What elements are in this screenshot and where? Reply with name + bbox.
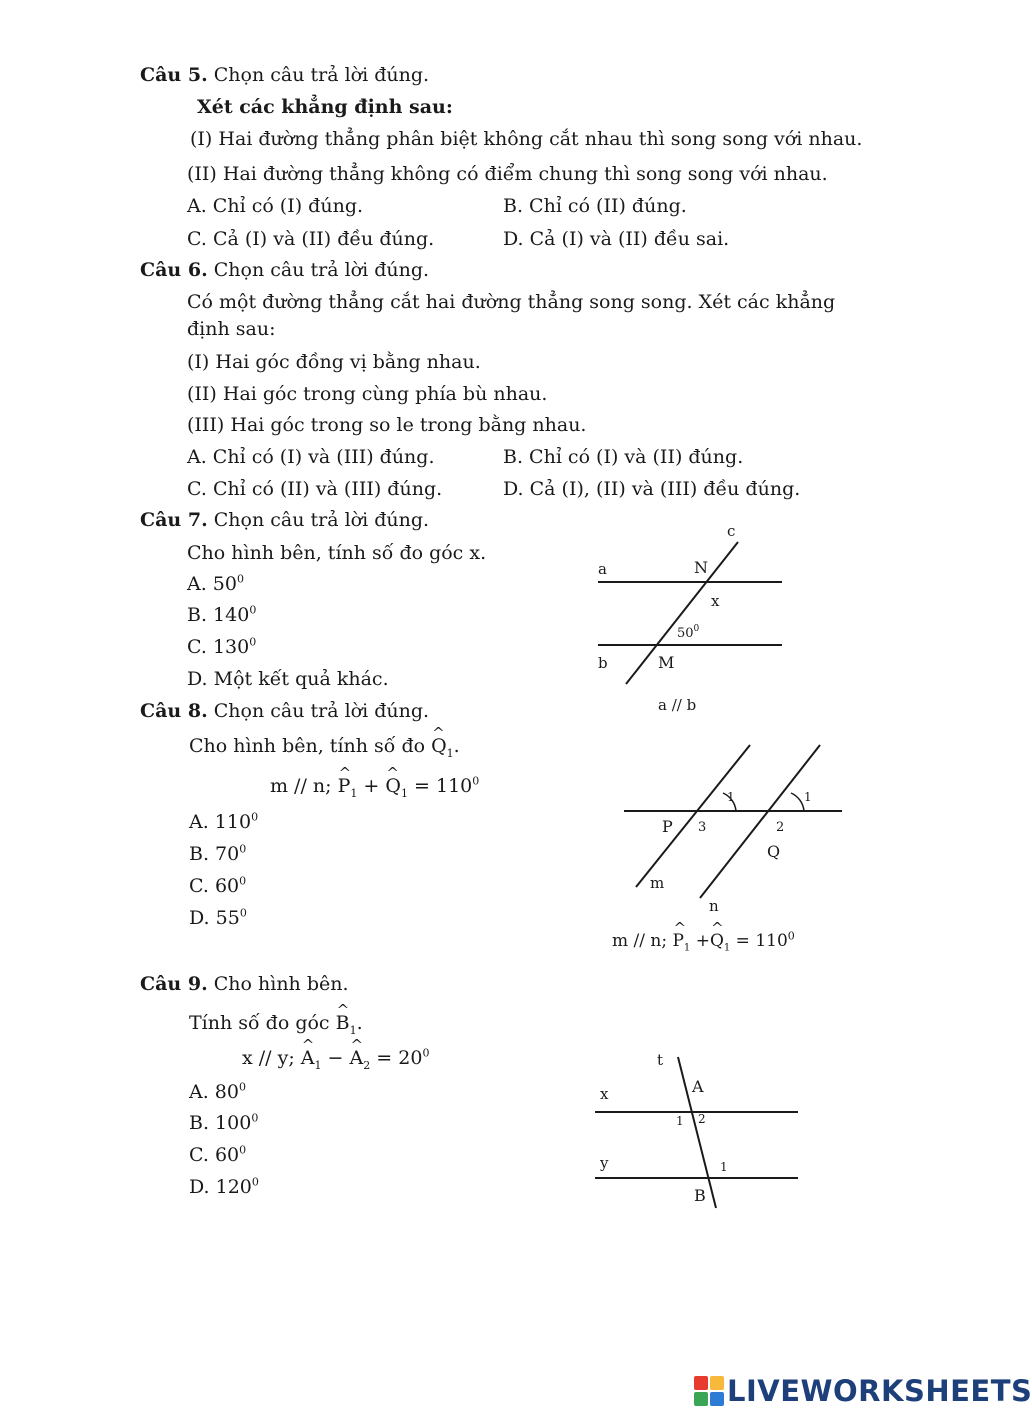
- logo-square-yellow: [710, 1376, 724, 1390]
- line-n: [700, 745, 820, 898]
- q5-option-b[interactable]: B. Chỉ có (II) đúng.: [503, 195, 687, 217]
- label-n: n: [709, 897, 719, 915]
- q6-option-d[interactable]: D. Cả (I), (II) và (III) đều đúng.: [503, 478, 801, 500]
- label-angle-2: 2: [776, 820, 785, 835]
- q5-heading: [140, 64, 429, 86]
- q9-option-a[interactable]: [189, 1081, 246, 1103]
- label-A: A: [692, 1077, 704, 1096]
- angle-letter: Q: [709, 931, 724, 951]
- q9-condition: x // y; ^ $A_1$ − ^ $A_2 = 20^0$: [242, 1047, 429, 1077]
- q6-intro-line-2: định sau:: [187, 318, 276, 340]
- q8-prompt: Chọn câu trả lời đúng.: [213, 700, 430, 722]
- q6-option-b[interactable]: B. Chỉ có (I) và (II) đúng.: [503, 446, 744, 468]
- angle-A1: [301, 1047, 322, 1077]
- degree-mark: 0: [236, 572, 244, 586]
- degree-mark: 0: [239, 874, 247, 888]
- q8-option-d-text: D. 55: [189, 907, 240, 929]
- angle-letter: B: [335, 1012, 350, 1034]
- angle-index: 1: [314, 1058, 322, 1072]
- q8-option-b-text: B. 70: [189, 843, 240, 865]
- label-b: b: [598, 654, 608, 672]
- degree-mark: 0: [251, 1175, 259, 1189]
- q9-option-c[interactable]: [189, 1144, 246, 1166]
- label-M: M: [658, 653, 675, 672]
- q7-option-a[interactable]: [187, 573, 244, 595]
- label-c: c: [727, 522, 736, 540]
- q9-prompt: Cho hình bên.: [213, 973, 349, 995]
- angle-arc-Q1: [791, 793, 804, 811]
- q5-option-a[interactable]: A. Chỉ có (I) đúng.: [187, 195, 364, 217]
- label-Q: Q: [767, 842, 781, 861]
- label-m: m: [650, 874, 665, 892]
- condition-parallel: m // n;: [270, 775, 332, 797]
- angle-index: 1: [683, 942, 691, 954]
- q8-intro: Cho hình bên, tính số đo ^ $Q_1$.: [189, 735, 460, 765]
- q5-option-d[interactable]: D. Cả (I) và (II) đều sai.: [503, 228, 730, 250]
- degree-mark: 0: [251, 810, 259, 824]
- q6-statement-1: (I) Hai góc đồng vị bằng nhau.: [187, 351, 481, 373]
- logo-square-red: [694, 1376, 708, 1390]
- angle-index: 1: [350, 786, 358, 800]
- degree-mark: 0: [693, 624, 700, 634]
- label-y: y: [600, 1154, 609, 1172]
- degree-mark: 0: [239, 842, 247, 856]
- q5-title: Câu 5.: [140, 64, 208, 86]
- q8-figure: [620, 740, 850, 920]
- q9-option-d-text: D. 120: [189, 1176, 252, 1198]
- q5-statement-2: (II) Hai đường thẳng không có điểm chung thì song song với nhau.: [187, 163, 828, 185]
- degree-mark: 0: [238, 1080, 246, 1094]
- q8-option-b[interactable]: [189, 843, 246, 865]
- degree-mark: 0: [422, 1046, 430, 1060]
- liveworksheets-logo: [694, 1375, 1032, 1407]
- q6-title: Câu 6.: [140, 259, 208, 281]
- logo-square-blue: [710, 1392, 724, 1406]
- q5-statement-1: (I) Hai đường thẳng phân biệt không cắt nhau thì song song với nhau.: [190, 128, 863, 150]
- angle-index: 1: [446, 746, 454, 760]
- degree-mark: 0: [239, 906, 247, 920]
- condition-equation: = 110: [414, 775, 473, 797]
- q8-option-c[interactable]: [189, 875, 246, 897]
- angle-value: 50: [677, 626, 694, 641]
- line-c: [626, 542, 738, 684]
- q7-option-b[interactable]: [187, 604, 256, 626]
- logo-square-green: [694, 1392, 708, 1406]
- q7-prompt: Chọn câu trả lời đúng.: [213, 509, 430, 531]
- label-t: t: [657, 1051, 664, 1069]
- q7-option-d[interactable]: D. Một kết quả khác.: [187, 668, 389, 690]
- label-B: B: [694, 1186, 706, 1205]
- q9-option-b-text: B. 100: [189, 1112, 252, 1134]
- q7-caption: a // b: [658, 696, 697, 714]
- q9-option-b[interactable]: [189, 1112, 258, 1134]
- q5-option-c[interactable]: C. Cả (I) và (II) đều đúng.: [187, 228, 435, 250]
- label-angle-B1: 1: [720, 1160, 728, 1174]
- label-angle-2: 2: [698, 1112, 706, 1126]
- q9-figure: [590, 1045, 805, 1215]
- q8-heading: [140, 700, 429, 722]
- q8-figure-caption: m // n; ^ $P_1$ +^ $Q_1 = 110^0$: [612, 930, 795, 959]
- angle-letter: P: [337, 775, 351, 797]
- q8-option-a-text: A. 110: [189, 811, 252, 833]
- angle-Q1: [431, 735, 454, 765]
- angle-letter: Q: [385, 775, 401, 797]
- degree-mark: 0: [239, 1143, 247, 1157]
- angle-letter: A: [300, 1047, 315, 1069]
- label-N: N: [694, 558, 708, 577]
- line-m: [636, 745, 750, 887]
- degree-mark: 0: [249, 603, 257, 617]
- angle-index: 1: [723, 942, 731, 954]
- q8-title: Câu 8.: [140, 700, 208, 722]
- q6-prompt: Chọn câu trả lời đúng.: [213, 259, 430, 281]
- angle-P1: [338, 775, 358, 805]
- q9-heading: [140, 973, 349, 995]
- logo-mark-icon: [694, 1376, 724, 1406]
- logo-text: LIVEWORKSHEETS: [727, 1374, 1032, 1408]
- angle-index: 1: [400, 786, 408, 800]
- condition-parallel: x // y;: [242, 1047, 295, 1069]
- q7-title: Câu 7.: [140, 509, 208, 531]
- q7-heading: [140, 509, 429, 531]
- label-a: a: [598, 560, 607, 578]
- q5-prompt: Chọn câu trả lời đúng.: [213, 64, 430, 86]
- q6-heading: [140, 259, 429, 281]
- q9-option-c-text: C. 60: [189, 1144, 240, 1166]
- angle-letter: Q: [431, 735, 447, 757]
- angle-index: 2: [363, 1058, 371, 1072]
- angle-Q1: [385, 775, 408, 805]
- q9-intro-text: Tính số đo góc: [189, 1012, 330, 1034]
- q7-option-b-text: B. 140: [187, 604, 250, 626]
- angle-letter: P: [672, 931, 684, 951]
- q9-option-d[interactable]: [189, 1176, 259, 1198]
- label-x: x: [600, 1085, 609, 1103]
- caption-parallel: m // n;: [612, 931, 668, 951]
- label-x: x: [711, 592, 720, 610]
- q9-option-a-text: A. 80: [189, 1081, 239, 1103]
- q8-intro-text: Cho hình bên, tính số đo: [189, 735, 426, 757]
- q5-intro: Xét các khẳng định sau:: [197, 96, 453, 118]
- label-angle-3: 3: [698, 820, 707, 835]
- label-angle: [677, 624, 700, 641]
- degree-mark: 0: [251, 1111, 259, 1125]
- condition-equation: = 20: [376, 1047, 423, 1069]
- q6-intro-line-1: Có một đường thẳng cắt hai đường thẳng song song. Xét các khẳng: [187, 291, 836, 313]
- q8-condition: m // n; ^ $P_1$ + ^ $Q_1 = 110^0$: [270, 775, 479, 805]
- angle-P1: [672, 930, 690, 959]
- q7-intro: Cho hình bên, tính số đo góc x.: [187, 542, 487, 564]
- label-P: P: [662, 817, 673, 836]
- angle-index: 1: [349, 1023, 357, 1037]
- q6-option-a[interactable]: A. Chỉ có (I) và (III) đúng.: [187, 446, 435, 468]
- q6-statement-2: (II) Hai góc trong cùng phía bù nhau.: [187, 383, 548, 405]
- q7-option-c[interactable]: [187, 636, 256, 658]
- caption-equation: = 110: [735, 931, 788, 951]
- degree-mark: 0: [472, 774, 480, 788]
- degree-mark: 0: [249, 635, 257, 649]
- q9-intro: Tính số đo góc ^ $B_1$.: [189, 1012, 363, 1042]
- q6-option-c[interactable]: C. Chỉ có (II) và (III) đúng.: [187, 478, 443, 500]
- angle-letter: A: [349, 1047, 364, 1069]
- angle-A2: [350, 1047, 371, 1077]
- q7-figure: [590, 520, 800, 720]
- q9-title: Câu 9.: [140, 973, 208, 995]
- q8-option-a[interactable]: [189, 811, 258, 833]
- q7-option-c-text: C. 130: [187, 636, 250, 658]
- q8-option-c-text: C. 60: [189, 875, 240, 897]
- label-angle-1: 1: [676, 1114, 684, 1128]
- angle-Q1: [710, 930, 730, 959]
- q8-option-d[interactable]: [189, 907, 247, 929]
- q7-option-a-text: A. 50: [187, 573, 237, 595]
- q6-statement-3: (III) Hai góc trong so le trong bằng nhau.: [187, 414, 587, 436]
- label-angle-1-left: 1: [727, 790, 735, 804]
- label-angle-1-right: 1: [804, 790, 812, 804]
- degree-mark: 0: [787, 929, 795, 943]
